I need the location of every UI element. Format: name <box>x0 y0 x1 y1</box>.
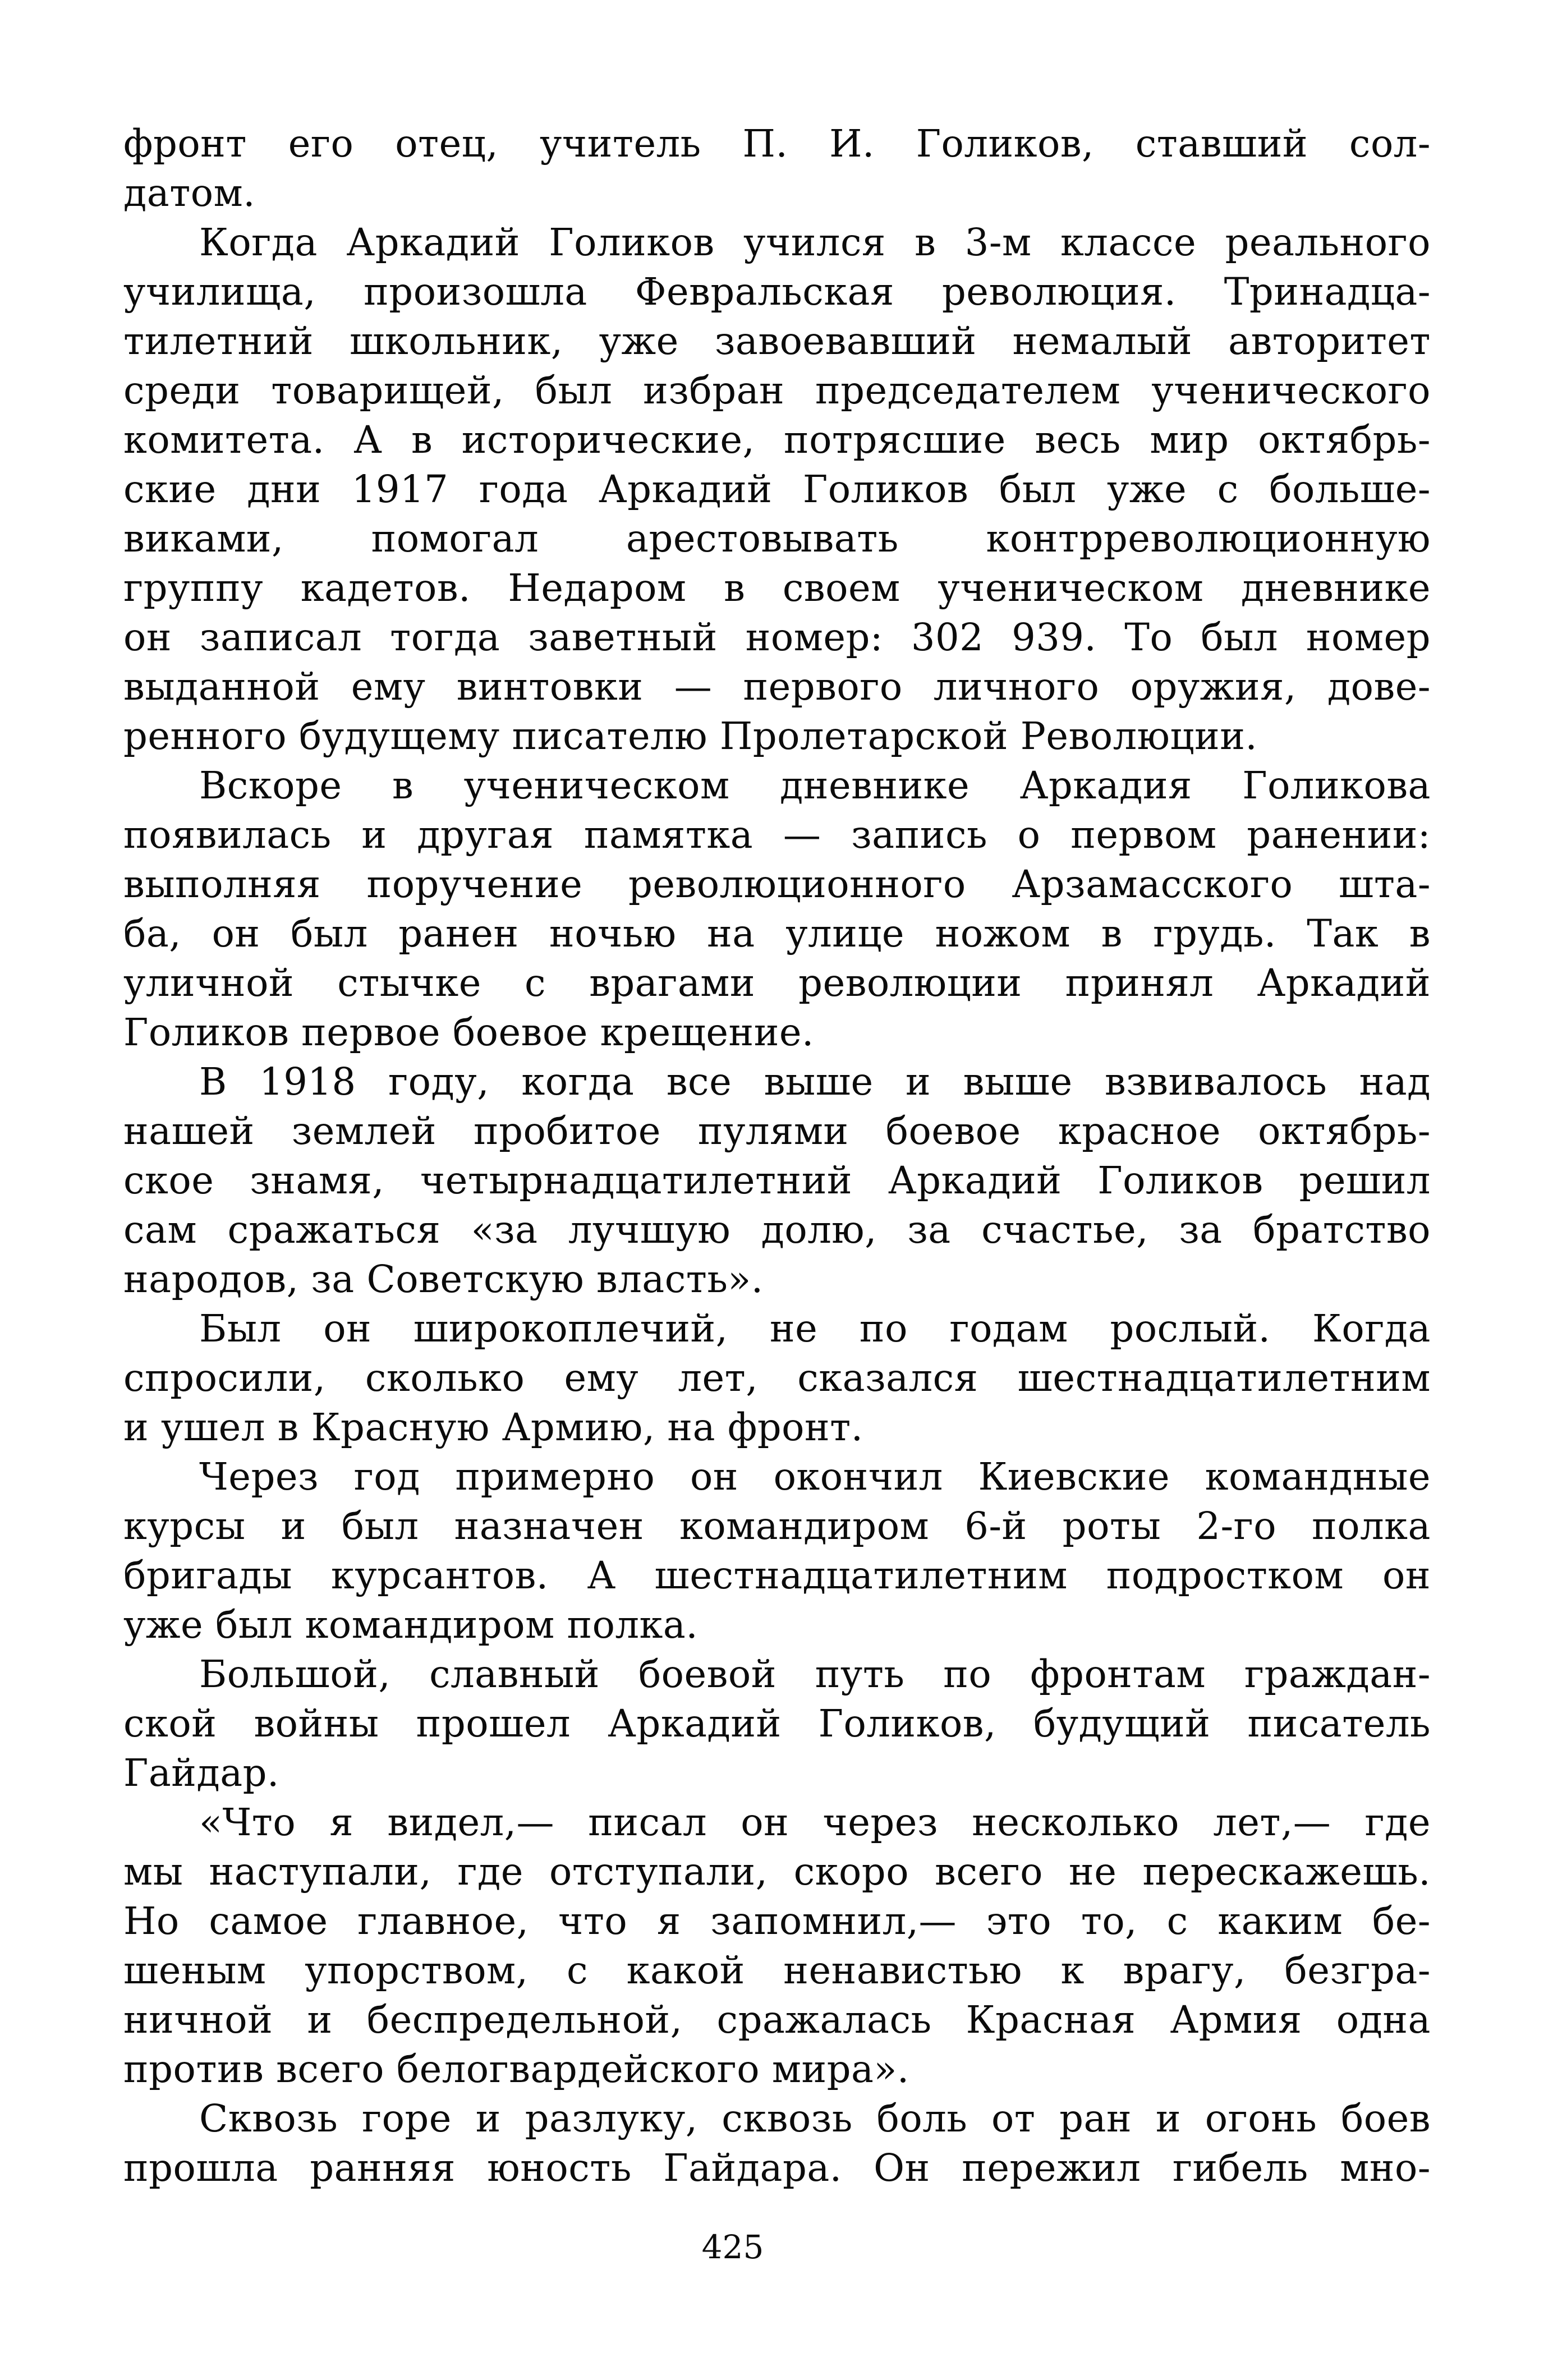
paragraph <box>123 1304 1431 1452</box>
text-line: сам сражаться «за лучшую долю, за счастье, за братство <box>123 1208 1431 1252</box>
text-line: ское знамя, четырнадцатилетний Аркадий Голиков решил <box>123 1159 1431 1202</box>
text-line: народов, за Советскую власть». <box>123 1257 764 1301</box>
text-line: Вскоре в ученическом дневнике Аркадия Голикова <box>199 764 1431 807</box>
text-line: В 1918 году, когда все выше и выше взвивалось над <box>199 1060 1431 1104</box>
text-line: бригады курсантов. А шестнадцатилетним подростком он <box>123 1554 1431 1597</box>
text-line: уличной стычке с врагами революции принял Аркадий <box>123 961 1431 1005</box>
page-number: 425 <box>701 2228 764 2266</box>
page-text-block <box>123 119 1431 2193</box>
text-line: Большой, славный боевой путь по фронтам граждан- <box>199 1652 1431 1696</box>
text-line: датом. <box>123 171 256 215</box>
paragraph <box>123 1650 1431 1798</box>
text-line: курсы и был назначен командиром 6-й роты 2-го полка <box>123 1504 1431 1548</box>
text-line: фронт его отец, учитель П. И. Голиков, ставший сол- <box>123 122 1431 166</box>
text-line: ба, он был ранен ночью на улице ножом в грудь. Так в <box>123 912 1431 955</box>
text-line: Когда Аркадий Голиков учился в 3-м классе реального <box>199 220 1431 264</box>
text-line: нашей землей пробитое пулями боевое красное октябрь- <box>123 1109 1431 1153</box>
text-line: ские дни 1917 года Аркадий Голиков был уже с больше- <box>123 467 1431 511</box>
paragraph <box>123 1057 1431 1304</box>
text-line: Но самое главное, что я запомнил,— это то, с каким бе- <box>123 1899 1431 1943</box>
paragraph <box>123 761 1431 1057</box>
paragraph <box>123 2094 1431 2193</box>
text-line: группу кадетов. Недаром в своем ученическом дневнике <box>123 566 1431 610</box>
text-line: виками, помогал арестовывать контрреволюционную <box>123 517 1431 560</box>
text-line: среди товарищей, был избран председателем ученического <box>123 369 1431 412</box>
paragraph <box>123 119 1431 218</box>
text-line: мы наступали, где отступали, скоро всего не перескажешь. <box>123 1850 1431 1894</box>
text-line: ренного будущему писателю Пролетарской Революции. <box>123 714 1258 758</box>
text-line: Сквозь горе и разлуку, сквозь боль от ран и огонь боев <box>199 2097 1431 2140</box>
text-line: Голиков первое боевое крещение. <box>123 1010 814 1054</box>
text-line: выданной ему винтовки — первого личного оружия, дове- <box>123 665 1431 709</box>
paragraph <box>123 218 1431 761</box>
text-line: и ушел в Красную Армию, на фронт. <box>123 1405 863 1449</box>
text-line: тилетний школьник, уже завоевавший немалый авторитет <box>123 319 1431 363</box>
text-line: Был он широкоплечий, не по годам рослый. Когда <box>199 1307 1431 1350</box>
paragraph <box>123 1798 1431 2094</box>
text-line: выполняя поручение революционного Арзамасского шта- <box>123 862 1431 906</box>
paragraph <box>123 1452 1431 1650</box>
text-line: Через год примерно он окончил Киевские командные <box>199 1455 1431 1499</box>
text-line: шеным упорством, с какой ненавистью к врагу, безгра- <box>123 1949 1431 1992</box>
text-line: спросили, сколько ему лет, сказался шестнадцатилетним <box>123 1356 1431 1400</box>
text-line: ской войны прошел Аркадий Голиков, будущий писатель <box>123 1702 1431 1745</box>
text-line: уже был командиром полка. <box>123 1603 699 1647</box>
text-line: ничной и беспредельной, сражалась Красная Армия одна <box>123 1998 1431 2042</box>
text-line: против всего белогвардейского мира». <box>123 2047 909 2091</box>
text-line: Гайдар. <box>123 1751 279 1795</box>
text-line: появилась и другая памятка — запись о первом ранении: <box>123 813 1431 857</box>
text-line: училища, произошла Февральская революция. Тринадца- <box>123 270 1431 314</box>
text-line: «Что я видел,— писал он через несколько лет,— где <box>199 1800 1431 1844</box>
text-line: прошла ранняя юность Гайдара. Он пережил гибель мно- <box>123 2146 1431 2190</box>
text-line: комитета. А в исторические, потрясшие весь мир октябрь- <box>123 418 1431 462</box>
text-line: он записал тогда заветный номер: 302 939. То был номер <box>123 615 1431 659</box>
